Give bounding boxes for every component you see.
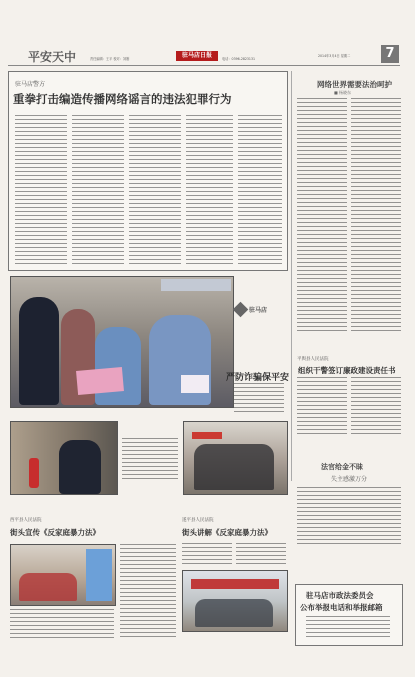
lead-headline: 重拳打击编造传播网络谣言的违法犯罪行为 xyxy=(13,92,232,106)
photo-flyer xyxy=(76,367,124,395)
notice-body xyxy=(306,616,390,640)
lead-kicker: 驻马店警方 xyxy=(15,81,46,88)
right-small-body xyxy=(297,487,401,547)
notice-headline-1: 驻马店市政法委员会 xyxy=(306,591,374,600)
masthead: 驻马店日报 xyxy=(176,51,218,61)
header-rule xyxy=(8,65,400,66)
right-top-author: ■ 杨晓东 xyxy=(334,90,352,95)
caption-body xyxy=(234,383,284,415)
lead-column-4 xyxy=(186,115,233,265)
photo-officer-extinguisher xyxy=(10,421,118,495)
court-people xyxy=(19,573,77,601)
photo-west-plain-court xyxy=(10,544,116,606)
photo-shop-sign xyxy=(161,279,231,291)
extinguisher-shape xyxy=(29,458,39,488)
caption-line-1: 严防诈骗保平安 xyxy=(226,373,290,383)
bottom-left-headline: 街头宣传《反家庭暴力法》 xyxy=(10,528,100,537)
red-banner xyxy=(192,432,222,439)
bottom-mid-headline: 街头讲解《反家庭暴力法》 xyxy=(182,528,272,537)
photo-street-crowd xyxy=(183,421,288,495)
right-column-rule xyxy=(291,71,292,481)
crowd-shape xyxy=(194,444,274,490)
middle-caption-1 xyxy=(122,438,178,482)
right-mid-headline: 组织干警签订廉政建设责任书 xyxy=(298,366,396,375)
header-meta-mid: 电话：0396-2823131 xyxy=(222,57,256,61)
suiping-people xyxy=(195,599,273,627)
lead-column-2 xyxy=(72,115,124,265)
main-photo xyxy=(10,276,234,408)
bottom-mid-body-1 xyxy=(182,543,232,565)
bottom-mid-body-2 xyxy=(236,543,286,565)
right-small-subhead: 失主感激万分 xyxy=(331,476,368,483)
court-banner-blue xyxy=(86,549,112,601)
notice-headline-2: 公布举报电话和举报邮箱 xyxy=(300,603,383,612)
header-meta-left: 责任编辑：王平 校对：刘刚 xyxy=(90,57,130,61)
right-mid-col-2 xyxy=(351,377,401,435)
right-mid-col-1 xyxy=(297,377,347,435)
caption-badge-icon xyxy=(233,302,249,318)
lead-column-5 xyxy=(238,115,282,265)
officer-shape xyxy=(59,440,101,494)
bottom-left-body xyxy=(10,609,114,639)
photo-flyer-2 xyxy=(181,375,209,393)
lead-column-3 xyxy=(129,115,181,265)
right-top-col-2 xyxy=(351,98,401,334)
page-number: 7 xyxy=(381,45,399,63)
right-small-headline: 法官给金不昧 xyxy=(321,463,363,471)
photo-person-1 xyxy=(19,297,59,405)
bottom-left-kicker: 西平县人民法院 xyxy=(10,518,42,523)
lead-column-1 xyxy=(15,115,67,265)
bottom-left-col-2 xyxy=(120,544,176,638)
suiping-banner xyxy=(191,579,279,589)
right-top-title: 网络世界需要法治呵护 xyxy=(317,80,392,89)
right-mid-kicker: 平舆县人民法院 xyxy=(297,357,329,362)
caption-kicker: 驻马店 xyxy=(249,307,268,314)
lead-story xyxy=(8,71,288,271)
photo-caption-logo xyxy=(235,304,283,316)
header-date: 2014年3月4日 星期二 xyxy=(318,54,351,58)
photo-suiping-court xyxy=(182,570,288,632)
bottom-mid-kicker: 遂平县人民法院 xyxy=(182,518,214,523)
section-title: 平安天中 xyxy=(28,50,77,64)
photo-person-3 xyxy=(95,327,141,405)
bottom-right-notice xyxy=(295,584,403,646)
right-top-col-1 xyxy=(297,98,347,334)
